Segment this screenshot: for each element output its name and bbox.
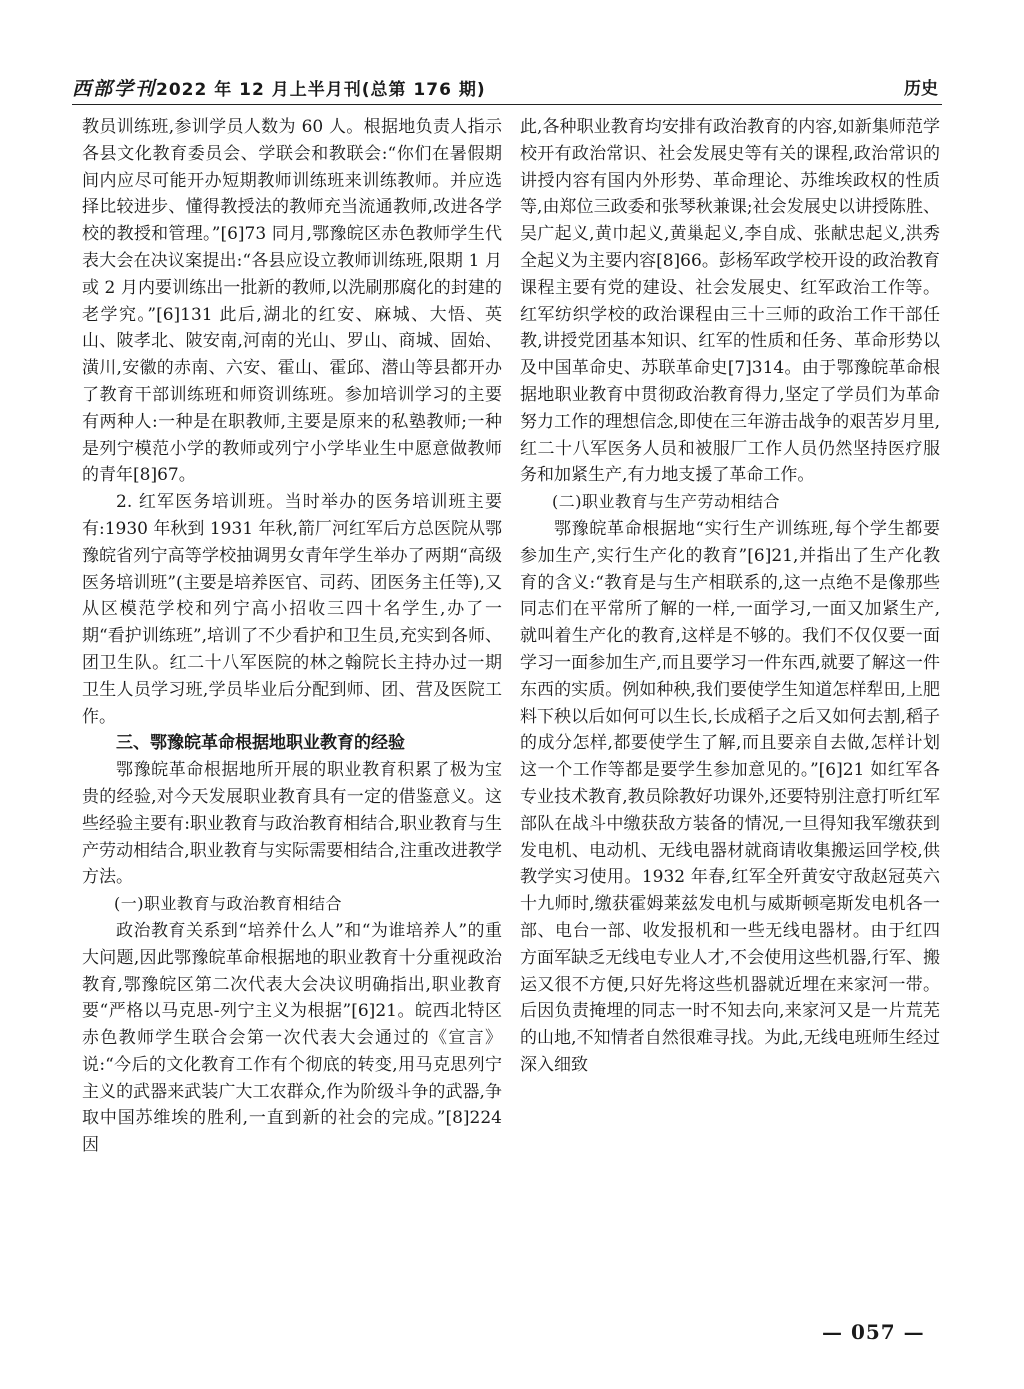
right-column-paragraph: 鄂豫皖革命根据地“实行生产训练班,每个学生都要参加生产,实行生产化的教育”[6]21,并指出了生产化教育的含义:“教育是与生产相联系的,这一点绝不是像那些同志们在平常所了解的一样,一面学习,一面又加紧生产,就叫着生产化的教育,这样是不够的。我们不仅仅要一面学习一面参加生产,而且要学习一件东西,就要了解这一件东西的实质。例如种秧,我们要使学生知道怎样犁田,上肥料下秧以后如何可以生长,长成稻子之后又如何去割,稻子的成分怎样,都要使学生了解,而且要亲自去做,怎样计划这一个工作等都是要学生参加意见的。”[6]21 如红军各专业技术教育,教员除教好功课外,还要特别注意打听红军部队在战斗中缴获敌方装备的情况,一旦得知我军缴获到发电机、电动机、无线电器材就商请收集搬运回学校,供教学实习使用。1932 年春,红军全歼黄安守敌赵冠英六十九师时,缴获霍姆莱兹发电机与威斯顿亳斯发电机各一部、电台一部、收发报机和一些无线电器材。由于红四方面军缺乏无线电专业人才,不会使用这些机器,行军、搬运又很不方便,只好先将这些机器就近埋在来家河一带。后因负责掩埋的同志一时不知去向,来家河又是一片荒芜的山地,不知情者自然很难寻找。为此,无线电班师生经过深入细致 [520,518,940,1075]
journal-title [72,74,486,101]
right-column-heading: (二)职业教育与生产劳动相结合 [552,492,780,512]
left-column-heading: (一)职业教育与政治教育相结合 [114,894,342,914]
left-column-paragraph: 政治教育关系到“培养什么人”和“为谁培养人”的重大问题,因此鄂豫皖革命根据地的职业教育十分重视政治教育,鄂豫皖区第二次代表大会决议明确指出,职业教育要“严格以马克思-列宁主义为根据”[6]21。皖西北特区赤色教师学生联合会第一次代表大会通过的《宣言》说:“今后的文化教育工作有个彻底的转变,用马克思列宁主义的武器来武装广大工农群众,作为阶级斗争的武器,争取中国苏维埃的胜利,一直到新的社会的完成。”[8]224 因 [82,920,502,1156]
right-column [520,114,940,1079]
left-column-paragraph: 2. 红军医务培训班。当时举办的医务培训班主要有:1930 年秋到 1931 年秋,箭厂河红军后方总医院从鄂豫皖省列宁高等学校抽调男女青年学生举办了两期“高级医务培训班”(主要是培养医官、司药、团医务主任等),又从区模范学校和列宁高小招收三四十名学生,办了一期“看护训练班”,培训了不少看护和卫生员,充实到各师、团卫生队。红二十八军医院的林之翰院长主持办过一期卫生人员学习班,学员毕业后分配到师、团、营及医院工作。 [82,492,502,727]
page-number: — 057 — [822,1320,925,1344]
running-header [72,70,942,105]
section-name: 历史 [904,79,938,99]
left-column-paragraph: 鄂豫皖革命根据地所开展的职业教育积累了极为宝贵的经验,对今天发展职业教育具有一定的借鉴意义。这些经验主要有:职业教育与政治教育相结合,职业教育与生产劳动相结合,职业教育与实际需要相结合,注重改进教学方法。 [82,760,502,888]
left-column-heading: 三、鄂豫皖革命根据地职业教育的经验 [116,733,405,754]
right-column-paragraph: 此,各种职业教育均安排有政治教育的内容,如新集师范学校开有政治常识、社会发展史等有关的课程,政治常识的讲授内容有国内外形势、革命理论、苏维埃政权的性质等,由郑位三政委和张琴秋兼课;社会发展史以讲授陈胜、吴广起义,黄巾起义,黄巢起义,李自成、张献忠起义,洪秀全起义为主要内容[8]66。彭杨军政学校开设的政治教育课程主要有党的建设、社会发展史、红军政治工作等。红军纺织学校的政治课程由三十三师的政治工作干部任教,讲授党团基本知识、红军的性质和任务、革命形势以及中国革命史、苏联革命史[7]314。由于鄂豫皖革命根据地职业教育中贯彻政治教育得力,坚定了学员们为革命努力工作的理想信念,即使在三年游击战争的艰苦岁月里,红二十八军医务人员和被服厂工作人员仍然坚持医疗服务和加紧生产,有力地支援了革命工作。 [520,117,940,486]
journal-logo: 西部学刊 [72,78,157,100]
left-column-paragraph: 教员训练班,参训学员人数为 60 人。根据地负责人指示各县文化教育委员会、学联会和教联会:“你们在暑假期间内应尽可能开办短期教师训练班来训练教师。并应选择比较进步、懂得教授法的教师充当流通教师,改进各学校的教授和管理。”[6]73 同月,鄂豫皖区赤色教师学生代表大会在决议案提出:“各县应设立教师训练班,限期 1 月或 2 月内要训练出一批新的教师,以洗刷那腐化的封建的老学究。”[6]131 此后,湖北的红安、麻城、大悟、英山、陂孝北、陂安南,河南的光山、罗山、商城、固始、潢川,安徽的赤南、六安、霍山、霍邱、潜山等县都开办了教育干部训练班和师资训练班。参加培训学习的主要有两种人:一种是在职教师,主要是原来的私塾教师;一种是列宁模范小学的教师或列宁小学毕业生中愿意做教师的青年[8]67。 [82,117,502,486]
issue-info: 2022 年 12 月上半月刊(总第 176 期) [156,80,486,100]
left-column [82,114,502,1159]
